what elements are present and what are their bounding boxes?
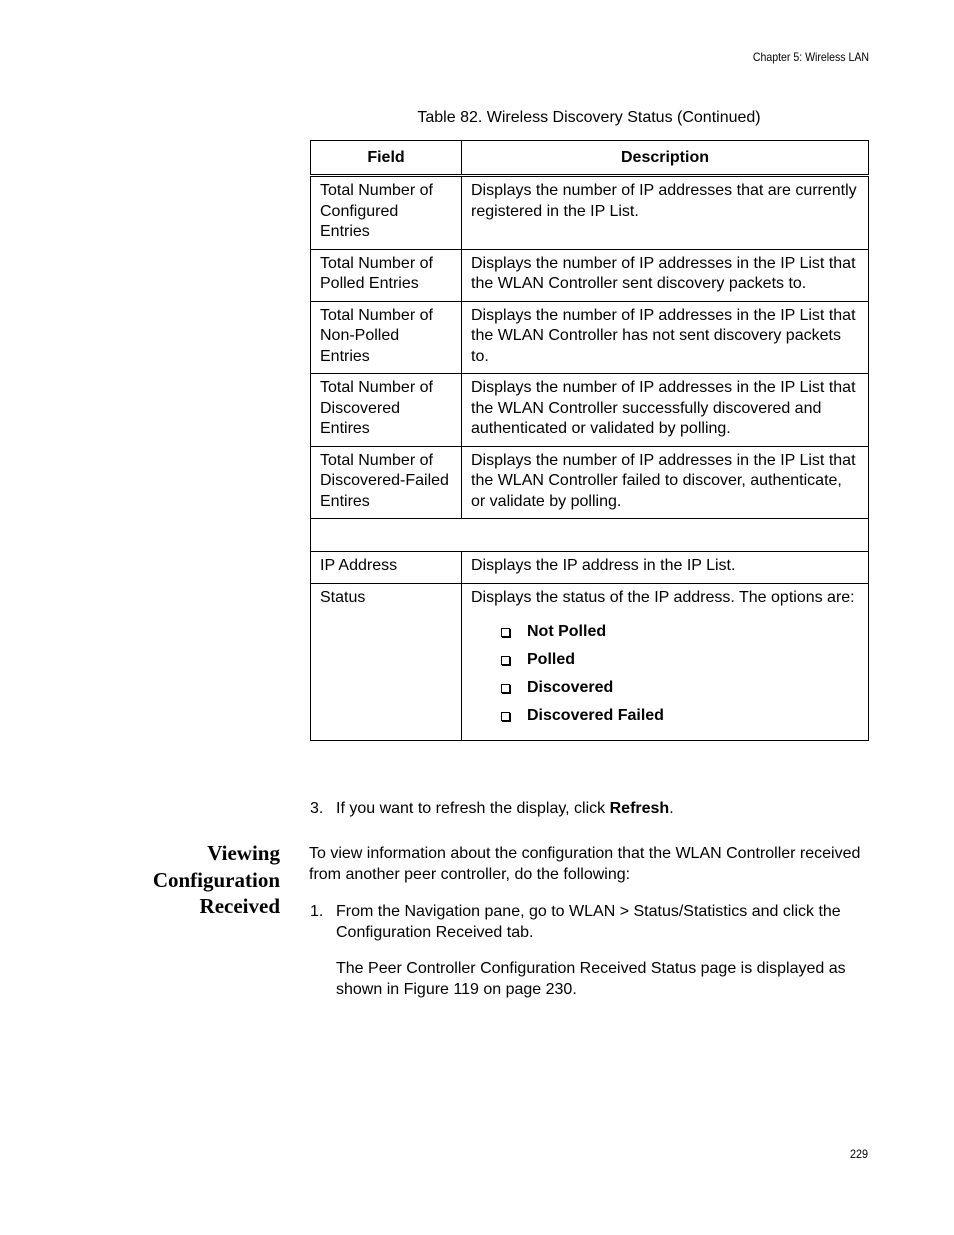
step-3	[310, 799, 870, 820]
table-caption: Table 82. Wireless Discovery Status (Continued)	[417, 109, 761, 126]
field-cell: Total Number of Polled Entries	[311, 249, 462, 301]
table-row	[311, 374, 869, 447]
empty-divider-cell	[311, 519, 869, 552]
table-header-row	[311, 141, 869, 176]
description-cell	[462, 583, 869, 741]
running-header: Chapter 5: Wireless LAN	[752, 50, 869, 64]
table-row	[311, 176, 869, 250]
heading-line: Viewing	[207, 841, 280, 865]
list-item	[499, 706, 859, 734]
refresh-term: Refresh	[609, 800, 670, 817]
field-cell: Total Number of Discovered Entires	[311, 374, 462, 447]
description-cell: Displays the number of IP addresses in the IP List that the WLAN Controller has not sent discovery packets to.	[462, 301, 869, 374]
field-cell: Total Number of Discovered-Failed Entires	[311, 446, 462, 519]
followup-text: The Peer Controller Configuration Received Status page is displayed as shown in Figure 119 on page 230.	[336, 960, 846, 998]
option-label: Discovered Failed	[527, 707, 664, 724]
option-label: Polled	[527, 651, 576, 668]
step-text	[336, 799, 870, 820]
square-bullet-icon	[501, 656, 510, 665]
field-cell: Total Number of Configured Entries	[311, 176, 462, 250]
column-header-description: Description	[462, 141, 869, 176]
wireless-discovery-status-table	[310, 140, 869, 741]
heading-line: Configuration	[152, 867, 280, 892]
section-intro: To view information about the configuration that the WLAN Controller received from another peer controller, do the following:	[309, 845, 861, 883]
column-header-field: Field	[311, 141, 462, 176]
step-1	[310, 902, 870, 943]
status-options-list	[471, 622, 859, 734]
field-cell: Status	[311, 583, 462, 741]
step-text-end: .	[669, 800, 674, 817]
description-cell: Displays the number of IP addresses in the IP List that the WLAN Controller sent discovery packets to.	[462, 249, 869, 301]
square-bullet-icon	[501, 684, 510, 693]
step-1-followup	[310, 959, 870, 1000]
table-section-divider-row	[311, 519, 869, 552]
option-label: Not Polled	[527, 623, 607, 640]
step-number: 3.	[310, 800, 324, 817]
heading-line: Received	[199, 894, 280, 918]
list-item	[499, 650, 859, 678]
square-bullet-icon	[501, 712, 510, 721]
description-cell: Displays the number of IP addresses in the IP List that the WLAN Controller failed to discover, authenticate, or validate by polling.	[462, 446, 869, 519]
step-number: 1.	[310, 903, 324, 920]
table-row	[311, 552, 869, 584]
table-row	[311, 446, 869, 519]
description-cell: Displays the number of IP addresses that are currently registered in the IP List.	[462, 176, 869, 250]
table-row	[311, 583, 869, 741]
description-cell: Displays the IP address in the IP List.	[462, 552, 869, 584]
status-description-text: Displays the status of the IP address. The options are:	[471, 588, 855, 606]
list-item	[499, 622, 859, 650]
option-label: Discovered	[527, 679, 614, 696]
section-heading	[120, 840, 280, 920]
step-text: From the Navigation pane, go to WLAN > Status/Statistics and click the Configuration Received tab.	[336, 903, 841, 941]
square-bullet-icon	[501, 628, 510, 637]
table-row	[311, 249, 869, 301]
field-cell: IP Address	[311, 552, 462, 584]
step-text-start: If you want to refresh the display, click	[336, 800, 610, 817]
page-number: 229	[849, 1147, 868, 1161]
list-item	[499, 678, 859, 706]
table-row	[311, 301, 869, 374]
field-cell: Total Number of Non-Polled Entries	[311, 301, 462, 374]
description-cell: Displays the number of IP addresses in the IP List that the WLAN Controller successfully discovered and authenticated or validated by polling.	[462, 374, 869, 447]
